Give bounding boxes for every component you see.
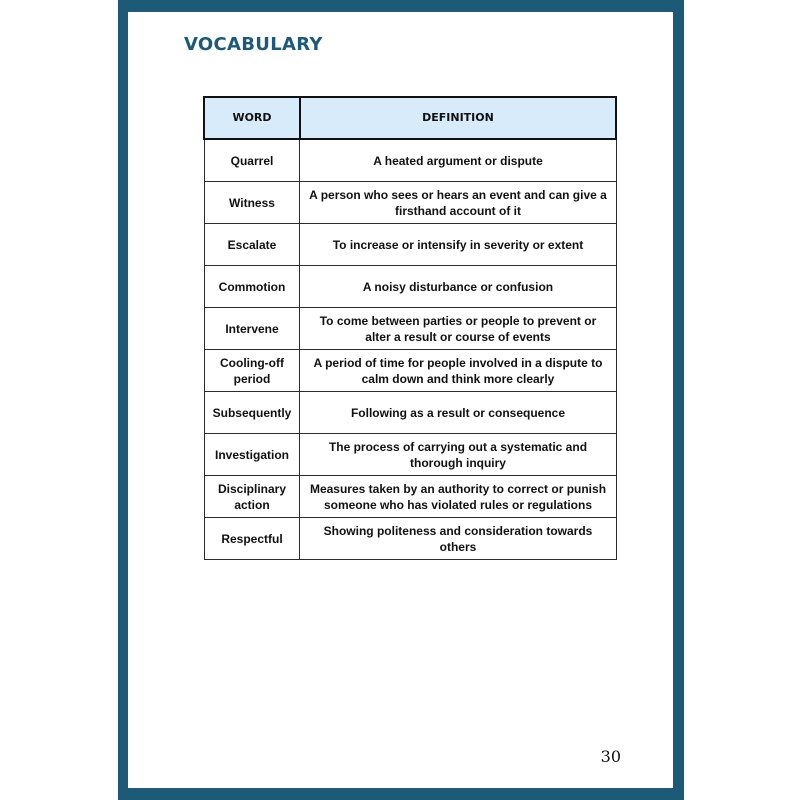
definition-cell: Measures taken by an authority to correct or punish someone who has violated rules or regulations: [300, 476, 616, 518]
word-cell: Escalate: [204, 224, 300, 266]
word-cell: Cooling-off period: [204, 350, 300, 392]
definition-cell: A person who sees or hears an event and can give a firsthand account of it: [300, 182, 616, 224]
vocabulary-table: [203, 96, 617, 560]
word-cell: Commotion: [204, 266, 300, 308]
table-row: [204, 392, 616, 434]
definition-cell: A noisy disturbance or confusion: [300, 266, 616, 308]
word-cell: Disciplinary action: [204, 476, 300, 518]
table-row: [204, 476, 616, 518]
table-row: [204, 224, 616, 266]
word-cell: Intervene: [204, 308, 300, 350]
word-cell: Quarrel: [204, 139, 300, 182]
word-cell: Investigation: [204, 434, 300, 476]
table-row: [204, 434, 616, 476]
page-border: [118, 0, 684, 800]
definition-cell: Showing politeness and consideration towards others: [300, 518, 616, 560]
definition-cell: A heated argument or dispute: [300, 139, 616, 182]
word-cell: Respectful: [204, 518, 300, 560]
definition-cell: A period of time for people involved in a dispute to calm down and think more clearly: [300, 350, 616, 392]
header-definition: DEFINITION: [300, 97, 616, 139]
definition-cell: The process of carrying out a systematic and thorough inquiry: [300, 434, 616, 476]
header-word: WORD: [204, 97, 300, 139]
word-cell: Subsequently: [204, 392, 300, 434]
table-row: [204, 139, 616, 182]
table-row: [204, 266, 616, 308]
word-cell: Witness: [204, 182, 300, 224]
page-number: 30: [600, 747, 621, 766]
definition-cell: To increase or intensify in severity or extent: [300, 224, 616, 266]
page-title: VOCABULARY: [184, 34, 323, 55]
page: [128, 12, 673, 788]
table-row: [204, 182, 616, 224]
definition-cell: Following as a result or consequence: [300, 392, 616, 434]
table-row: [204, 350, 616, 392]
table-row: [204, 518, 616, 560]
table-header-row: [204, 97, 616, 139]
definition-cell: To come between parties or people to prevent or alter a result or course of events: [300, 308, 616, 350]
table-row: [204, 308, 616, 350]
